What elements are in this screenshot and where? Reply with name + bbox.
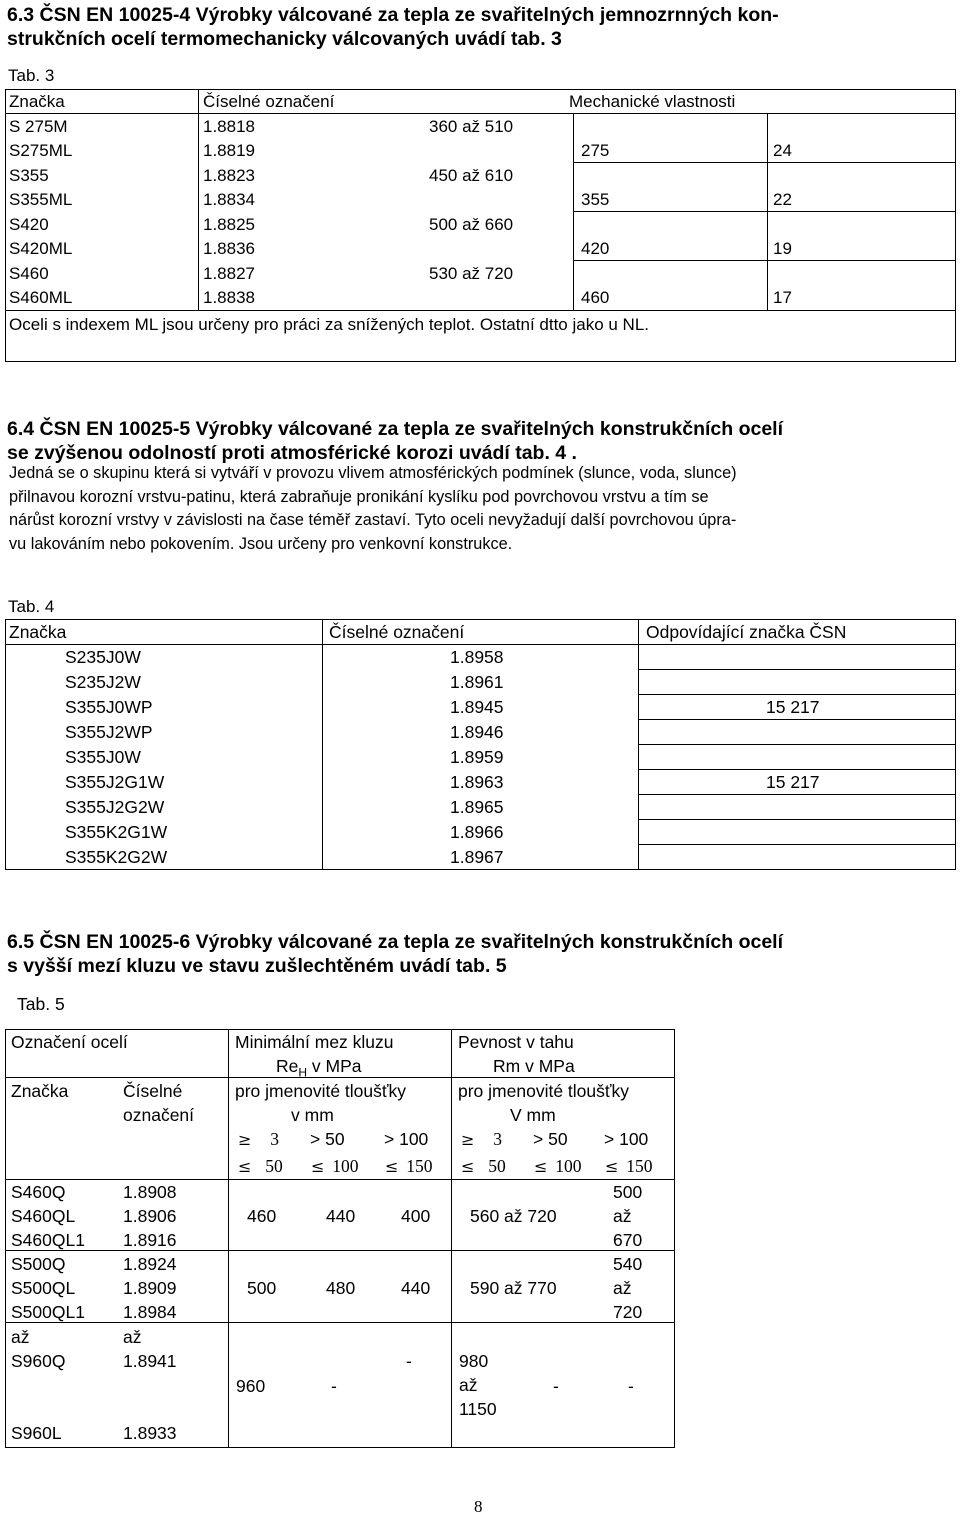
section-6-3-title-line1: 6.3 ČSN EN 10025-4 Výrobky válcované za tepla ze svařitelných jemnozrnných kon- [7, 4, 779, 26]
yield-value: - [406, 1351, 412, 1371]
yield-value: 480 [326, 1278, 356, 1298]
table-row: 1.8967 [450, 847, 504, 867]
table-row: až [123, 1327, 142, 1347]
tensile-value: až [613, 1278, 632, 1298]
ge-icon: ≥ [461, 1130, 475, 1149]
thickness-le-50 [461, 1156, 506, 1177]
table-row: S275ML [9, 141, 73, 160]
thickness-le-150 [605, 1156, 653, 1177]
table-row: S460 [9, 264, 49, 283]
le-icon: ≤ [385, 1157, 399, 1176]
tensile-range: 590 až 770 [470, 1278, 557, 1298]
yield-value: - [331, 1376, 337, 1396]
thickness-gt-100: > 100 [604, 1129, 649, 1149]
elongation-value: 22 [773, 190, 792, 209]
table-row: 1.8965 [450, 797, 504, 817]
table-row: 1.8963 [450, 772, 504, 792]
table-row: S460Q [11, 1182, 66, 1202]
table-5-label: Tab. 5 [17, 994, 65, 1014]
tensile-value: 540 [613, 1254, 643, 1274]
thickness-ge-3 [238, 1129, 279, 1150]
table-row: 1.8818 [203, 117, 255, 136]
table-5-header-num-1: Číselné [123, 1081, 183, 1101]
paragraph-line: Jedná se o skupinu která si vytváří v provozu vlivem atmosférických podmínek (slunce, voda, slunce) [9, 464, 737, 482]
yield-value: 440 [401, 1278, 431, 1298]
tensile-value: 720 [613, 1302, 643, 1322]
table-row: 1.8819 [203, 141, 255, 160]
table-row: 1.8958 [450, 647, 504, 667]
thickness-value: 3 [493, 1129, 503, 1149]
table-row: S420ML [9, 239, 73, 258]
yield-value: 500 [247, 1278, 277, 1298]
yield-value: 460 [247, 1206, 277, 1226]
yield-value: 355 [581, 190, 610, 209]
thickness-value: 150 [406, 1156, 433, 1176]
thickness-ge-3 [461, 1129, 502, 1150]
tensile-range: 360 až 510 [429, 117, 514, 136]
tensile-range: 530 až 720 [429, 264, 514, 283]
section-6-3-heading [7, 3, 955, 51]
table-row: 1.8984 [123, 1302, 177, 1322]
table-3-note: Oceli s indexem ML jsou určeny pro práci za snížených teplot. Ostatní dtto jako u NL. [9, 315, 650, 334]
table-5-header-steel: Označení ocelí [11, 1032, 128, 1052]
yield-value: 400 [401, 1206, 431, 1226]
table-row: S460QL1 [11, 1230, 85, 1250]
table-5-header-num-2: označení [123, 1105, 195, 1125]
table-row: S355K2G2W [65, 847, 168, 867]
yield-value: 460 [581, 288, 610, 307]
table-row: S500QL [11, 1278, 76, 1298]
table-3-header-num: Číselné označení [203, 92, 335, 111]
table-row: S235J0W [65, 647, 141, 667]
thickness-le-150 [385, 1156, 433, 1177]
table-row: S355J0WP [65, 697, 153, 717]
table-row: S355J2G2W [65, 797, 165, 817]
ge-icon: ≥ [238, 1130, 252, 1149]
table-row: 1.8933 [123, 1423, 177, 1443]
thickness-le-100 [311, 1156, 359, 1177]
table-5-header-thickness-unit: v mm [291, 1105, 334, 1125]
table-row: 1.8823 [203, 166, 255, 185]
le-icon: ≤ [311, 1157, 325, 1176]
le-icon: ≤ [534, 1157, 548, 1176]
tensile-value: 670 [613, 1230, 643, 1250]
table-row: S355K2G1W [65, 822, 168, 842]
thickness-value: 50 [488, 1156, 506, 1176]
thickness-value: 3 [270, 1129, 280, 1149]
table-row: 1.8916 [123, 1230, 177, 1250]
tensile-value: 980 [459, 1351, 489, 1371]
yield-subscript: H [298, 1065, 308, 1080]
yield-value: 420 [581, 239, 610, 258]
table-row: S355J2WP [65, 722, 153, 742]
table-3-header-mech: Mechanické vlastnosti [569, 92, 736, 111]
table-5-header-tensile-unit: Rm v MPa [493, 1056, 575, 1076]
section-6-5-heading [7, 930, 955, 978]
table-5-header-yield: Minimální mez kluzu [235, 1032, 394, 1052]
section-6-4-title-line1: 6.4 ČSN EN 10025-5 Výrobky válcované za tepla ze svařitelných konstrukčních ocelí [7, 418, 784, 440]
tensile-range: 560 až 720 [470, 1206, 557, 1226]
table-row: S 275M [9, 117, 68, 136]
table-5-header-tensile: Pevnost v tahu [458, 1032, 574, 1052]
le-icon: ≤ [461, 1157, 475, 1176]
table-5-header-thickness-2: pro jmenovité tloušťky [458, 1081, 629, 1101]
tensile-range: 450 až 610 [429, 166, 514, 185]
section-6-4-heading [7, 417, 955, 465]
yield-unit: v MPa [307, 1056, 362, 1076]
table-row: 1.8825 [203, 215, 255, 234]
table-row: S960Q [11, 1351, 66, 1371]
table-row: 1.8906 [123, 1206, 177, 1226]
table-row: 1.8836 [203, 239, 255, 258]
thickness-le-50 [238, 1156, 283, 1177]
table-row: 1.8945 [450, 697, 504, 717]
paragraph-line: nárůst korozní vrstvy v závislosti na čase téměř zastaví. Tyto oceli nevyžadují další povrchovou úpra- [9, 511, 737, 529]
table-row: 1.8941 [123, 1351, 177, 1371]
table-row: 1.8924 [123, 1254, 177, 1274]
tensile-value: - [553, 1376, 559, 1396]
table-row: až [11, 1327, 30, 1347]
thickness-value: 100 [332, 1156, 359, 1176]
section-6-4-paragraph [9, 462, 955, 556]
paragraph-line: přilnavou korozní vrstvu-patinu, která zabraňuje pronikání kyslíku pod povrchovou vrstvu a tím se [9, 487, 709, 506]
page-number: 8 [474, 1497, 483, 1516]
thickness-value: 150 [626, 1156, 653, 1176]
table-5-header-thickness: pro jmenovité tloušťky [235, 1081, 406, 1101]
thickness-value: 100 [555, 1156, 582, 1176]
section-6-5-title-line2: s vyšší mezí kluzu ve stavu zušlechtěném uvádí tab. 5 [7, 955, 507, 977]
yield-value: 440 [326, 1206, 356, 1226]
table-3-header-mark: Značka [9, 92, 65, 111]
table-row: S460ML [9, 288, 73, 307]
table-row: 1.8966 [450, 822, 504, 842]
table-row: S355 [9, 166, 49, 185]
tensile-range: 500 až 660 [429, 215, 514, 234]
le-icon: ≤ [605, 1157, 619, 1176]
section-6-5-title-line1: 6.5 ČSN EN 10025-6 Výrobky válcované za tepla ze svařitelných konstrukčních ocelí [7, 931, 784, 953]
yield-symbol: Re [276, 1056, 299, 1076]
table-row: 1.8827 [203, 264, 255, 283]
table-row: S500Q [11, 1254, 66, 1274]
table-row: 1.8946 [450, 722, 504, 742]
table-row: 15 217 [766, 697, 820, 717]
table-5-header-yield-unit [276, 1056, 362, 1080]
thickness-gt-50: > 50 [533, 1129, 568, 1149]
table-4-label: Tab. 4 [8, 597, 55, 616]
table-row: 1.8909 [123, 1278, 177, 1298]
table-row: S235J2W [65, 672, 141, 692]
section-6-4-title-line2: se zvýšenou odolností proti atmosférické korozi uvádí tab. 4 . [7, 442, 577, 464]
table-row: 1.8838 [203, 288, 255, 307]
table-row: 1.8908 [123, 1182, 177, 1202]
table-row: 15 217 [766, 772, 820, 792]
thickness-le-100 [534, 1156, 582, 1177]
elongation-value: 24 [773, 141, 792, 160]
table-4-header-mark: Značka [9, 622, 67, 642]
paragraph-line: vu lakováním nebo pokovením. Jsou určeny pro venkovní konstrukce. [9, 534, 513, 553]
yield-value: 275 [581, 141, 610, 160]
table-5-header-thickness-2-unit: V mm [510, 1105, 556, 1125]
thickness-value: 50 [265, 1156, 283, 1176]
tensile-value: až [613, 1206, 632, 1226]
elongation-value: 19 [773, 239, 792, 258]
tensile-value: 1150 [459, 1399, 497, 1419]
tensile-value: - [628, 1376, 634, 1396]
table-row: S500QL1 [11, 1302, 85, 1322]
table-row: S420 [9, 215, 49, 234]
table-3-label: Tab. 3 [8, 66, 55, 85]
elongation-value: 17 [773, 288, 792, 307]
section-6-3-title-line2: strukčních ocelí termomechanicky válcovaných uvádí tab. 3 [7, 28, 562, 50]
table-row: S355J2G1W [65, 772, 165, 792]
table-row: 1.8961 [450, 672, 504, 692]
table-4-header-csn: Odpovídající značka ČSN [646, 622, 847, 642]
le-icon: ≤ [238, 1157, 252, 1176]
table-5-header-mark: Značka [11, 1081, 69, 1101]
table-row: 1.8959 [450, 747, 504, 767]
table-row: S355J0W [65, 747, 141, 767]
thickness-gt-100: > 100 [384, 1129, 429, 1149]
thickness-gt-50: > 50 [310, 1129, 345, 1149]
table-row: S960L [11, 1423, 62, 1443]
yield-value: 960 [236, 1376, 266, 1396]
table-4-header-num: Číselné označení [329, 622, 465, 642]
table-row: S460QL [11, 1206, 76, 1226]
tensile-value: 500 [613, 1182, 643, 1202]
tensile-value: až [459, 1375, 478, 1395]
table-row: 1.8834 [203, 190, 255, 209]
table-row: S355ML [9, 190, 73, 209]
